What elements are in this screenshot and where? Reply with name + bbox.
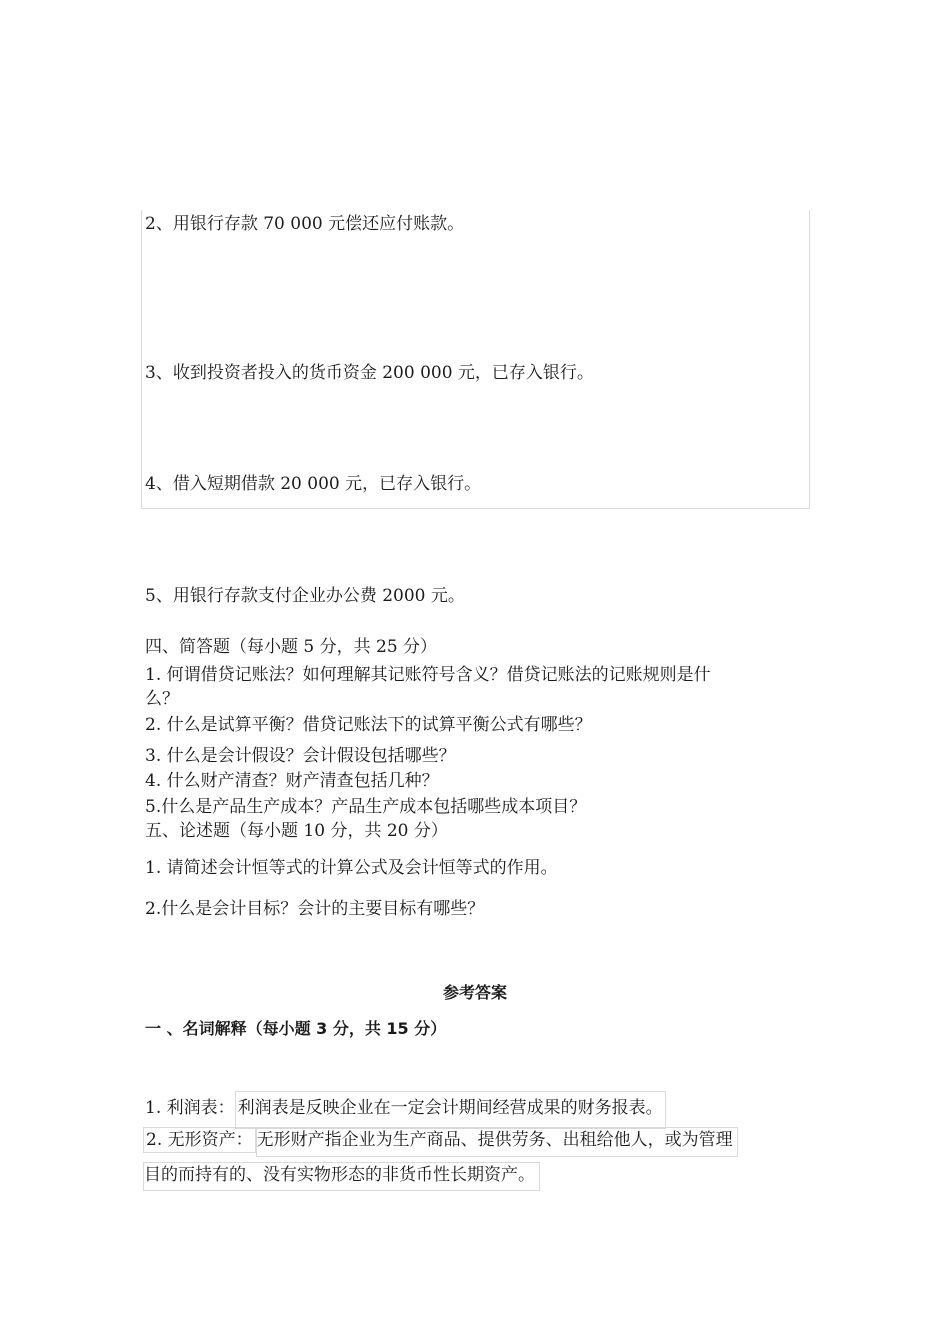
section-4-q1: 1. 何谓借贷记账法？如何理解其记账符号含义？借贷记账法的记账规则是什: [145, 665, 711, 685]
section-4-q2: 2. 什么是试算平衡？借贷记账法下的试算平衡公式有哪些？: [145, 715, 592, 735]
answer-2-cont: [145, 1162, 540, 1191]
answers-section-1-title: 一 、名词解释（每小题 3 分，共 15 分）: [145, 1019, 447, 1038]
journal-item-2: 2、用银行存款 70 000 元偿还应付账款。: [145, 214, 465, 234]
section-4-title: 四、简答题（每小题 5 分，共 25 分）: [145, 637, 438, 657]
answer-1: [145, 1091, 666, 1129]
answer-2-definition: 无形财产指企业为生产商品、提供劳务、出租给他人，或为管理: [256, 1127, 738, 1157]
answers-heading: 参考答案: [442, 983, 507, 1002]
section-4-q3: 3. 什么是会计假设？会计假设包括哪些？: [145, 746, 456, 766]
journal-item-4: 4、借入短期借款 20 000 元，已存入银行。: [145, 474, 482, 494]
section-4-q4: 4. 什么财产清查？财产清查包括几种？: [145, 771, 439, 791]
answer-2-term: 2. 无形资产：: [143, 1127, 256, 1153]
section-5-q1: 1. 请简述会计恒等式的计算公式及会计恒等式的作用。: [145, 858, 558, 878]
answer-2: [145, 1127, 738, 1157]
answer-1-definition: 利润表是反映企业在一定会计期间经营成果的财务报表。: [235, 1091, 666, 1129]
journal-item-3: 3、收到投资者投入的货币资金 200 000 元，已存入银行。: [145, 363, 594, 383]
section-4-q5: 5.什么是产品生产成本？产品生产成本包括哪些成本项目？: [145, 797, 587, 817]
section-5-q2: 2.什么是会计目标？会计的主要目标有哪些？: [145, 899, 485, 919]
section-5-title: 五、论述题（每小题 10 分，共 20 分）: [145, 821, 448, 841]
section-4-q1-cont: 么？: [145, 689, 179, 709]
answer-1-term: 1. 利润表：: [145, 1098, 235, 1118]
journal-entry-box: [141, 210, 810, 509]
answer-2-definition-cont: 目的而持有的、没有实物形态的非货币性长期资产。: [143, 1162, 540, 1191]
journal-item-5: 5、用银行存款支付企业办公费 2000 元。: [145, 586, 465, 606]
